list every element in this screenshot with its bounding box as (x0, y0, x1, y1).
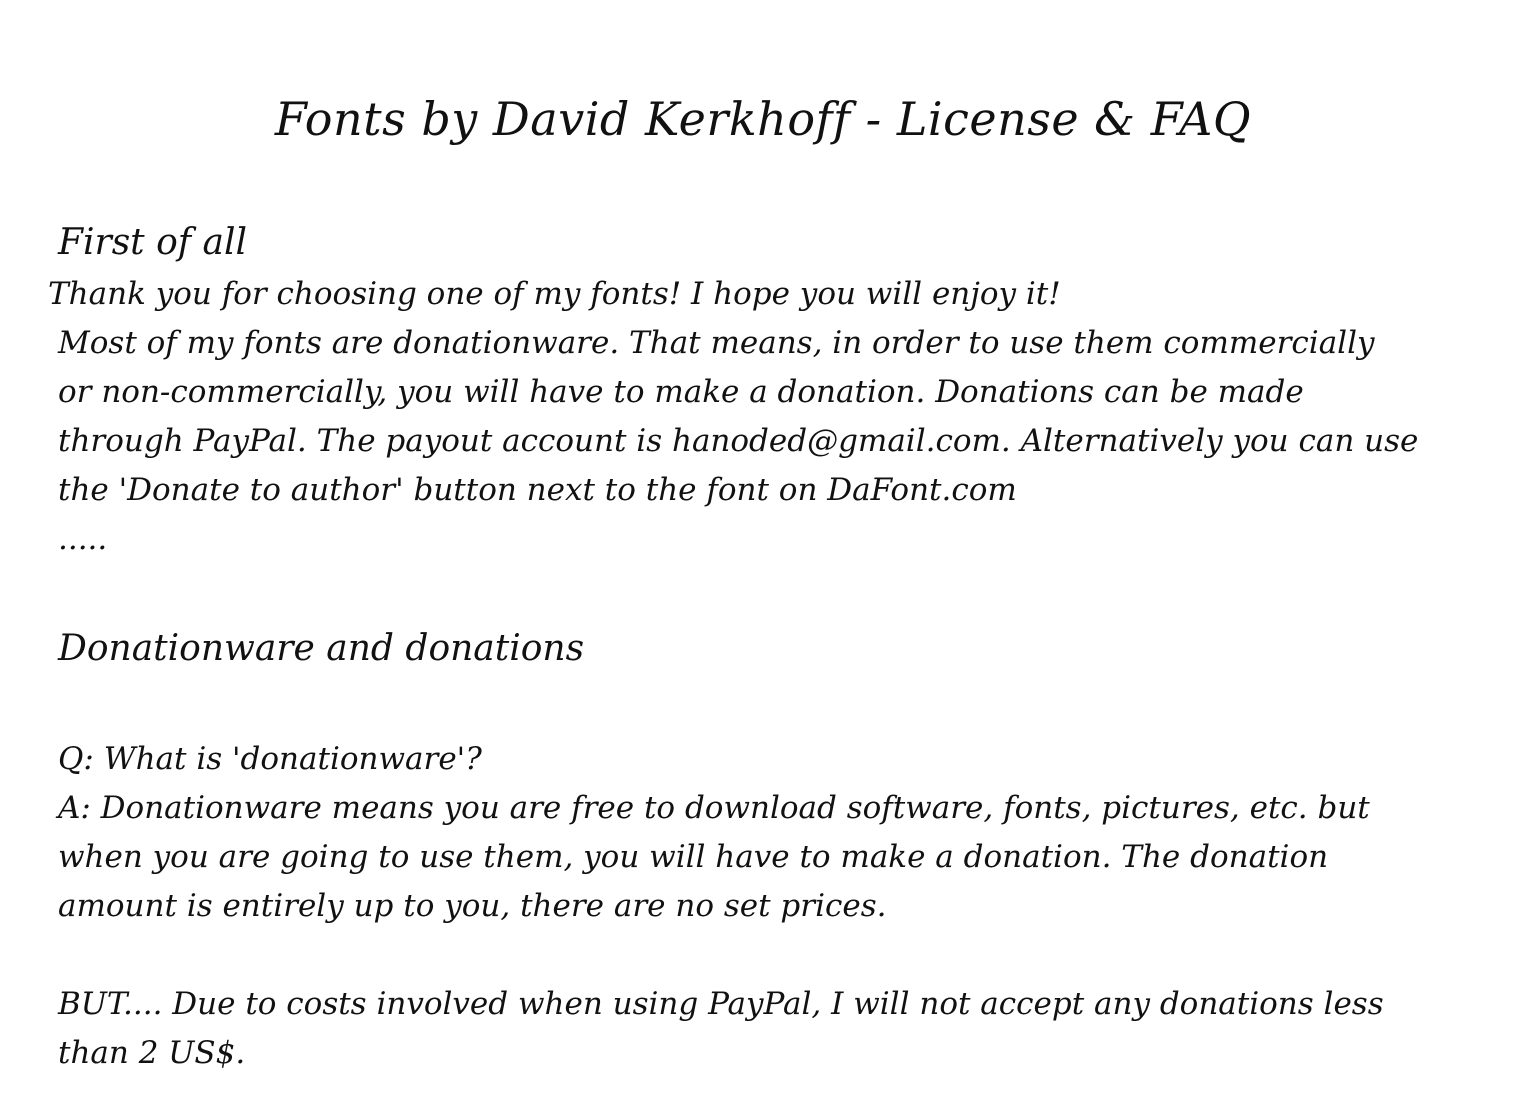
note-line: BUT.... Due to costs involved when using PayPal, I will not accept any donations less (58, 986, 1384, 1022)
paragraph-line: the 'Donate to author' button next to the font on DaFont.com (58, 472, 1017, 508)
page-title: Fonts by David Kerkhoff - License & FAQ (274, 92, 1252, 146)
minimum-donation-note (58, 980, 1478, 1078)
faq-answer-line: amount is entirely up to you, there are no set prices. (58, 888, 887, 924)
paragraph-line: through PayPal. The payout account is hanoded@gmail.com. Alternatively you can use (58, 423, 1419, 459)
paragraph-line: Thank you for choosing one of my fonts! I hope you will enjoy it! (48, 276, 1061, 312)
section-heading-donationware: Donationware and donations (58, 628, 585, 669)
faq-question-answer (58, 735, 1478, 931)
section-heading-first-of-all: First of all (58, 222, 248, 263)
section-body-first-of-all (48, 270, 1478, 564)
faq-answer-line: A: Donationware means you are free to download software, fonts, pictures, etc. but (58, 790, 1370, 826)
note-line: than 2 US$. (58, 1035, 246, 1071)
faq-answer-line: when you are going to use them, you will have to make a donation. The donation (58, 839, 1329, 875)
faq-question: Q: What is 'donationware'? (58, 741, 482, 777)
ellipsis-line: ..... (58, 521, 108, 557)
paragraph-line: or non-commercially, you will have to make a donation. Donations can be made (58, 374, 1304, 410)
paragraph-line: Most of my fonts are donationware. That means, in order to use them commercially (58, 325, 1375, 361)
